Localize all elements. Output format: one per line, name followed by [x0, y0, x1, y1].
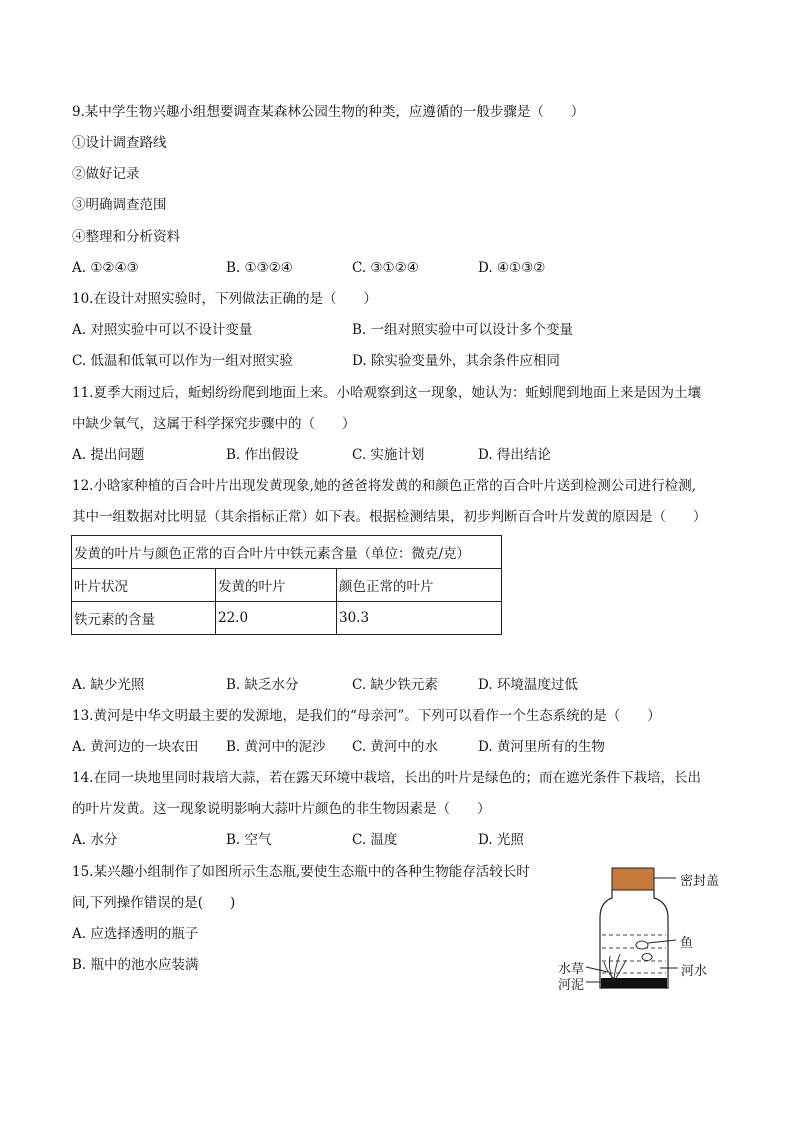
lid-cork — [612, 868, 654, 890]
q15-stem-line1: 15.某兴趣小组制作了如图所示生态瓶,要使生态瓶中的各种生物能存活较长时 — [72, 864, 530, 880]
q13-option-a: A. 黄河边的一块农田 — [72, 739, 199, 755]
q13-option-d: D. 黄河里所有的生物 — [478, 739, 605, 755]
q9-stem: 9.某中学生物兴趣小组想要调查某森林公园生物的种类，应遵循的一般步骤是（ ） — [72, 104, 585, 120]
q15-option-a: A. 应选择透明的瓶子 — [72, 926, 199, 942]
q9-step-3: ③明确调查范围 — [72, 197, 167, 213]
q13-option-c: C. 黄河中的水 — [352, 739, 438, 755]
fish-leader-line — [648, 940, 676, 943]
label-lid: 密封盖 — [680, 874, 720, 889]
q11-stem-line2: 中缺少氧气，这属于科学探究步骤中的（ ） — [72, 416, 356, 432]
q10-option-a: A. 对照实验中可以不设计变量 — [72, 322, 253, 338]
q12-stem-line1: 12.小晗家种植的百合叶片出现发黄现象,她的爸爸将发黄的和颜色正常的百合叶片送到检测公司进行检测, — [72, 478, 697, 494]
label-plant: 水草 — [558, 962, 585, 977]
mud-layer — [601, 978, 667, 988]
q10-option-d: D. 除实验变量外，其余条件应相同 — [352, 353, 560, 369]
label-water: 河水 — [681, 964, 708, 979]
q14-stem-line1: 14.在同一块地里同时栽培大蒜，若在露天环境中栽培，长出的叶片是绿色的；而在遮光条件下栽培，长出 — [72, 770, 701, 786]
q11-option-a: A. 提出问题 — [72, 447, 145, 463]
q14-option-c: C. 温度 — [352, 832, 398, 848]
table-cell-yellow-value: 22.0 — [216, 602, 337, 635]
q13-stem: 13.黄河是中华文明最主要的发源地，是我们的“母亲河”。下列可以看作一个生态系统的是（ ） — [72, 708, 661, 724]
table-header-leaf-status: 叶片状况 — [72, 569, 216, 602]
fish-shape — [636, 941, 652, 961]
table-cell-normal-value: 30.3 — [337, 602, 502, 635]
q12-option-d: D. 环境温度过低 — [478, 677, 578, 693]
q12-option-c: C. 缺少铁元素 — [352, 677, 438, 693]
label-mud: 河泥 — [558, 978, 585, 993]
table-header-yellow-leaf: 发黄的叶片 — [216, 569, 337, 602]
q9-step-2: ②做好记录 — [72, 166, 140, 182]
table-title: 发黄的叶片与颜色正常的百合叶片中铁元素含量（单位：微克/克） — [72, 536, 502, 569]
q12-option-b: B. 缺乏水分 — [226, 677, 299, 693]
plant-leader-line — [586, 967, 608, 972]
q15-option-b: B. 瓶中的池水应装满 — [72, 957, 199, 973]
q10-stem: 10.在设计对照实验时，下列做法正确的是（ ） — [72, 291, 377, 307]
q12-stem-line2: 其中一组数据对比明显（其余指标正常）如下表。根据检测结果，初步判断百合叶片发黄的原因是（ ） — [72, 509, 707, 525]
q9-step-4: ④整理和分析资料 — [72, 229, 180, 245]
table-header-normal-leaf: 颜色正常的叶片 — [337, 569, 502, 602]
q9-step-1: ①设计调查路线 — [72, 135, 167, 151]
q11-option-b: B. 作出假设 — [226, 447, 299, 463]
q14-option-a: A. 水分 — [72, 832, 118, 848]
q9-option-c: C. ③①②④ — [352, 260, 419, 276]
aquatic-plant-shape — [604, 954, 626, 978]
q9-option-b: B. ①③②④ — [226, 260, 293, 276]
q11-option-d: D. 得出结论 — [478, 447, 551, 463]
q15-stem-line2: 间,下列操作错误的是( ) — [72, 895, 236, 911]
q9-option-d: D. ④①③② — [478, 260, 546, 276]
water-lines — [602, 935, 666, 973]
q14-option-d: D. 光照 — [478, 832, 524, 848]
q10-option-b: B. 一组对照实验中可以设计多个变量 — [352, 322, 574, 338]
label-fish: 鱼 — [680, 936, 694, 951]
q10-option-c: C. 低温和低氧可以作为一组对照实验 — [72, 353, 293, 369]
q11-option-c: C. 实施计划 — [352, 447, 425, 463]
q12-option-a: A. 缺少光照 — [72, 677, 145, 693]
q11-stem-line1: 11.夏季大雨过后，蚯蚓纷纷爬到地面上来。小哈观察到这一现象，她认为：蚯蚓爬到地面上来是因为土壤 — [72, 385, 701, 401]
table-row-label: 铁元素的含量 — [72, 602, 216, 635]
iron-content-table — [71, 535, 502, 635]
q9-option-a: A. ①②④③ — [72, 260, 139, 276]
q14-stem-line2: 的叶片发黄。这一现象说明影响大蒜叶片颜色的非生物因素是（ ） — [72, 801, 491, 817]
q13-option-b: B. 黄河中的泥沙 — [226, 739, 326, 755]
q14-option-b: B. 空气 — [226, 832, 272, 848]
